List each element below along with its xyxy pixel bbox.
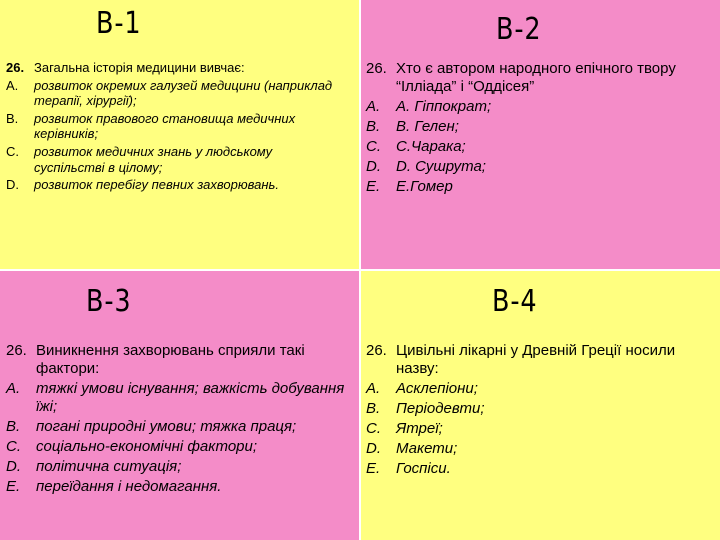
option-letter: E.	[6, 478, 21, 495]
option-b	[366, 118, 712, 136]
option-letter: E.	[366, 460, 381, 477]
variant-2-question-block	[366, 60, 712, 196]
option-text: Макети;	[396, 440, 458, 457]
option-text: розвиток окремих галузей медицини (наприклад терапії, хірургії);	[34, 77, 333, 109]
option-text: С.Чарака;	[396, 138, 466, 155]
variant-1-panel	[0, 0, 360, 270]
variant-4-title: В-4	[492, 284, 538, 319]
variant-2-question	[366, 60, 712, 96]
question-text: Хто є автором народного епічного твору “Iлліада” і “Оддісея”	[396, 60, 676, 95]
option-a	[366, 380, 712, 398]
option-text: розвиток перебігу певних захворювань.	[34, 177, 279, 193]
option-letter: A.	[366, 98, 381, 115]
option-text: Періодевти;	[396, 400, 485, 417]
variant-4-question-block	[366, 342, 712, 478]
option-text: А. Гіппократ;	[396, 98, 492, 115]
option-letter: A.	[6, 77, 19, 93]
variant-2-title: В-2	[496, 12, 542, 47]
option-a	[366, 98, 712, 116]
variant-3-question	[6, 342, 356, 378]
option-letter: D.	[366, 440, 381, 457]
variant-4-panel	[360, 270, 720, 540]
option-text: розвиток правового становища медичних керівників;	[34, 110, 296, 142]
option-letter: A.	[6, 380, 21, 397]
option-text: розвиток медичних знань у людському суспільстві в цілому;	[34, 143, 273, 175]
variant-1-question	[6, 60, 346, 76]
variant-1-question-block	[6, 60, 346, 193]
variant-4-question	[366, 342, 712, 378]
option-c	[6, 144, 346, 175]
option-text: Е.Гомер	[396, 178, 453, 195]
option-text: політична ситуація;	[36, 458, 182, 475]
variant-1-title: В-1	[96, 6, 142, 41]
question-number: 26.	[6, 60, 25, 75]
option-a	[6, 78, 346, 109]
option-d	[6, 458, 356, 476]
option-letter: C.	[366, 420, 381, 437]
question-text: Цивільні лікарні у Древній Греції носили назву:	[396, 342, 676, 377]
option-text: Асклепіони;	[396, 380, 478, 397]
option-d	[366, 440, 712, 458]
option-e	[366, 178, 712, 196]
option-letter: E.	[366, 178, 381, 195]
option-letter: D.	[6, 177, 19, 193]
option-letter: D.	[366, 158, 381, 175]
question-text: Виникнення захворювань сприяли такі фактори:	[36, 342, 305, 377]
option-a	[6, 380, 356, 416]
option-letter: D.	[6, 458, 21, 475]
option-letter: C.	[6, 143, 19, 159]
option-letter: C.	[366, 138, 381, 155]
question-number: 26.	[366, 342, 387, 359]
option-text: В. Гелен;	[396, 118, 459, 135]
option-letter: C.	[6, 438, 21, 455]
horizontal-divider	[0, 269, 720, 271]
option-e	[6, 478, 356, 496]
question-text: Загальна історія медицини вивчає:	[34, 60, 245, 75]
option-c	[366, 138, 712, 156]
variant-3-question-block	[6, 342, 356, 496]
option-text: переїдання і недомагання.	[36, 478, 222, 495]
option-text: Ятреї;	[396, 420, 443, 437]
variant-3-panel	[0, 270, 360, 540]
option-c	[366, 420, 712, 438]
option-b	[6, 418, 356, 436]
variant-2-panel	[360, 0, 720, 270]
option-d	[366, 158, 712, 176]
option-c	[6, 438, 356, 456]
option-b	[6, 111, 346, 142]
option-letter: B.	[6, 110, 19, 126]
option-text: D. Сушрута;	[396, 158, 486, 175]
option-letter: B.	[6, 418, 21, 435]
option-text: Госпіси.	[396, 460, 451, 477]
option-letter: B.	[366, 400, 381, 417]
option-text: тяжкі умови існування; важкість добування їжі;	[36, 380, 345, 415]
question-number: 26.	[6, 342, 27, 359]
question-number: 26.	[366, 60, 387, 77]
option-text: соціально-економічні фактори;	[36, 438, 258, 455]
option-d	[6, 177, 346, 193]
option-b	[366, 400, 712, 418]
option-letter: A.	[366, 380, 381, 397]
option-text: погані природні умови; тяжка праця;	[36, 418, 297, 435]
variant-3-title: В-3	[86, 284, 132, 319]
option-e	[366, 460, 712, 478]
option-letter: B.	[366, 118, 381, 135]
